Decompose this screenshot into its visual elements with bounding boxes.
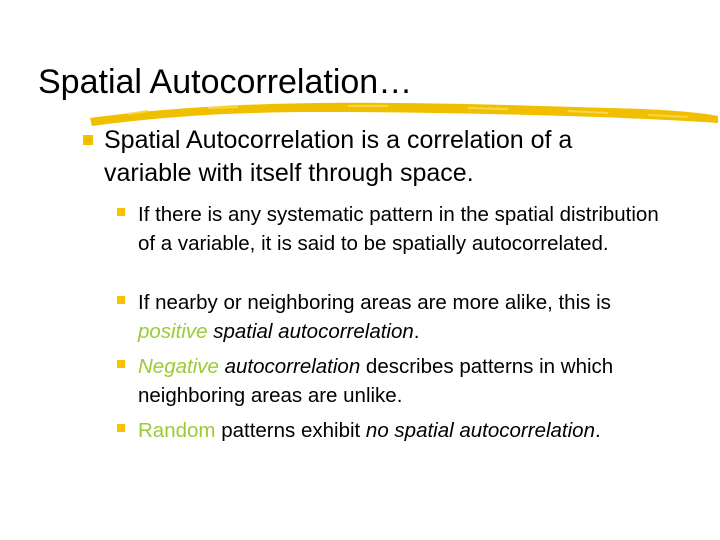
square-bullet-icon xyxy=(117,360,125,368)
negative-description: describes patterns in which neighboring areas are unlike. xyxy=(138,355,614,407)
random-middle-text: patterns exhibit xyxy=(215,419,366,442)
negative-autocorrelation: autocorrelation xyxy=(218,355,361,378)
square-bullet-icon xyxy=(117,296,125,304)
square-bullet-icon xyxy=(83,135,93,145)
positive-term: positive xyxy=(138,320,208,343)
bullet-level1-text: Spatial Autocorrelation is a correlation of a variable with itself through space. xyxy=(104,126,573,187)
bullet-level2-negative-text xyxy=(138,352,668,410)
slide-title: Spatial Autocorrelation… xyxy=(38,63,413,101)
bullet-level2-systematic-text: If there is any systematic pattern in the spatial distribution of a variable, it is said to be spatially autocorrelated. xyxy=(138,203,659,255)
positive-lead-text: If nearby or neighboring areas are more alike, this is xyxy=(138,291,611,314)
positive-period: . xyxy=(413,320,420,343)
random-period: . xyxy=(595,419,601,442)
random-no-spatial-autocorrelation: no spatial autocorrelation xyxy=(365,419,595,442)
positive-spatial-autocorrelation: spatial autocorrelation xyxy=(207,320,414,343)
random-term: Random xyxy=(138,419,216,442)
square-bullet-icon xyxy=(117,208,125,216)
negative-term: Negative xyxy=(138,355,219,378)
bullet-level2-random-text xyxy=(138,416,668,445)
underline-stroke xyxy=(90,103,718,126)
square-bullet-icon xyxy=(117,424,125,432)
bullet-level2-positive-text xyxy=(138,288,668,346)
